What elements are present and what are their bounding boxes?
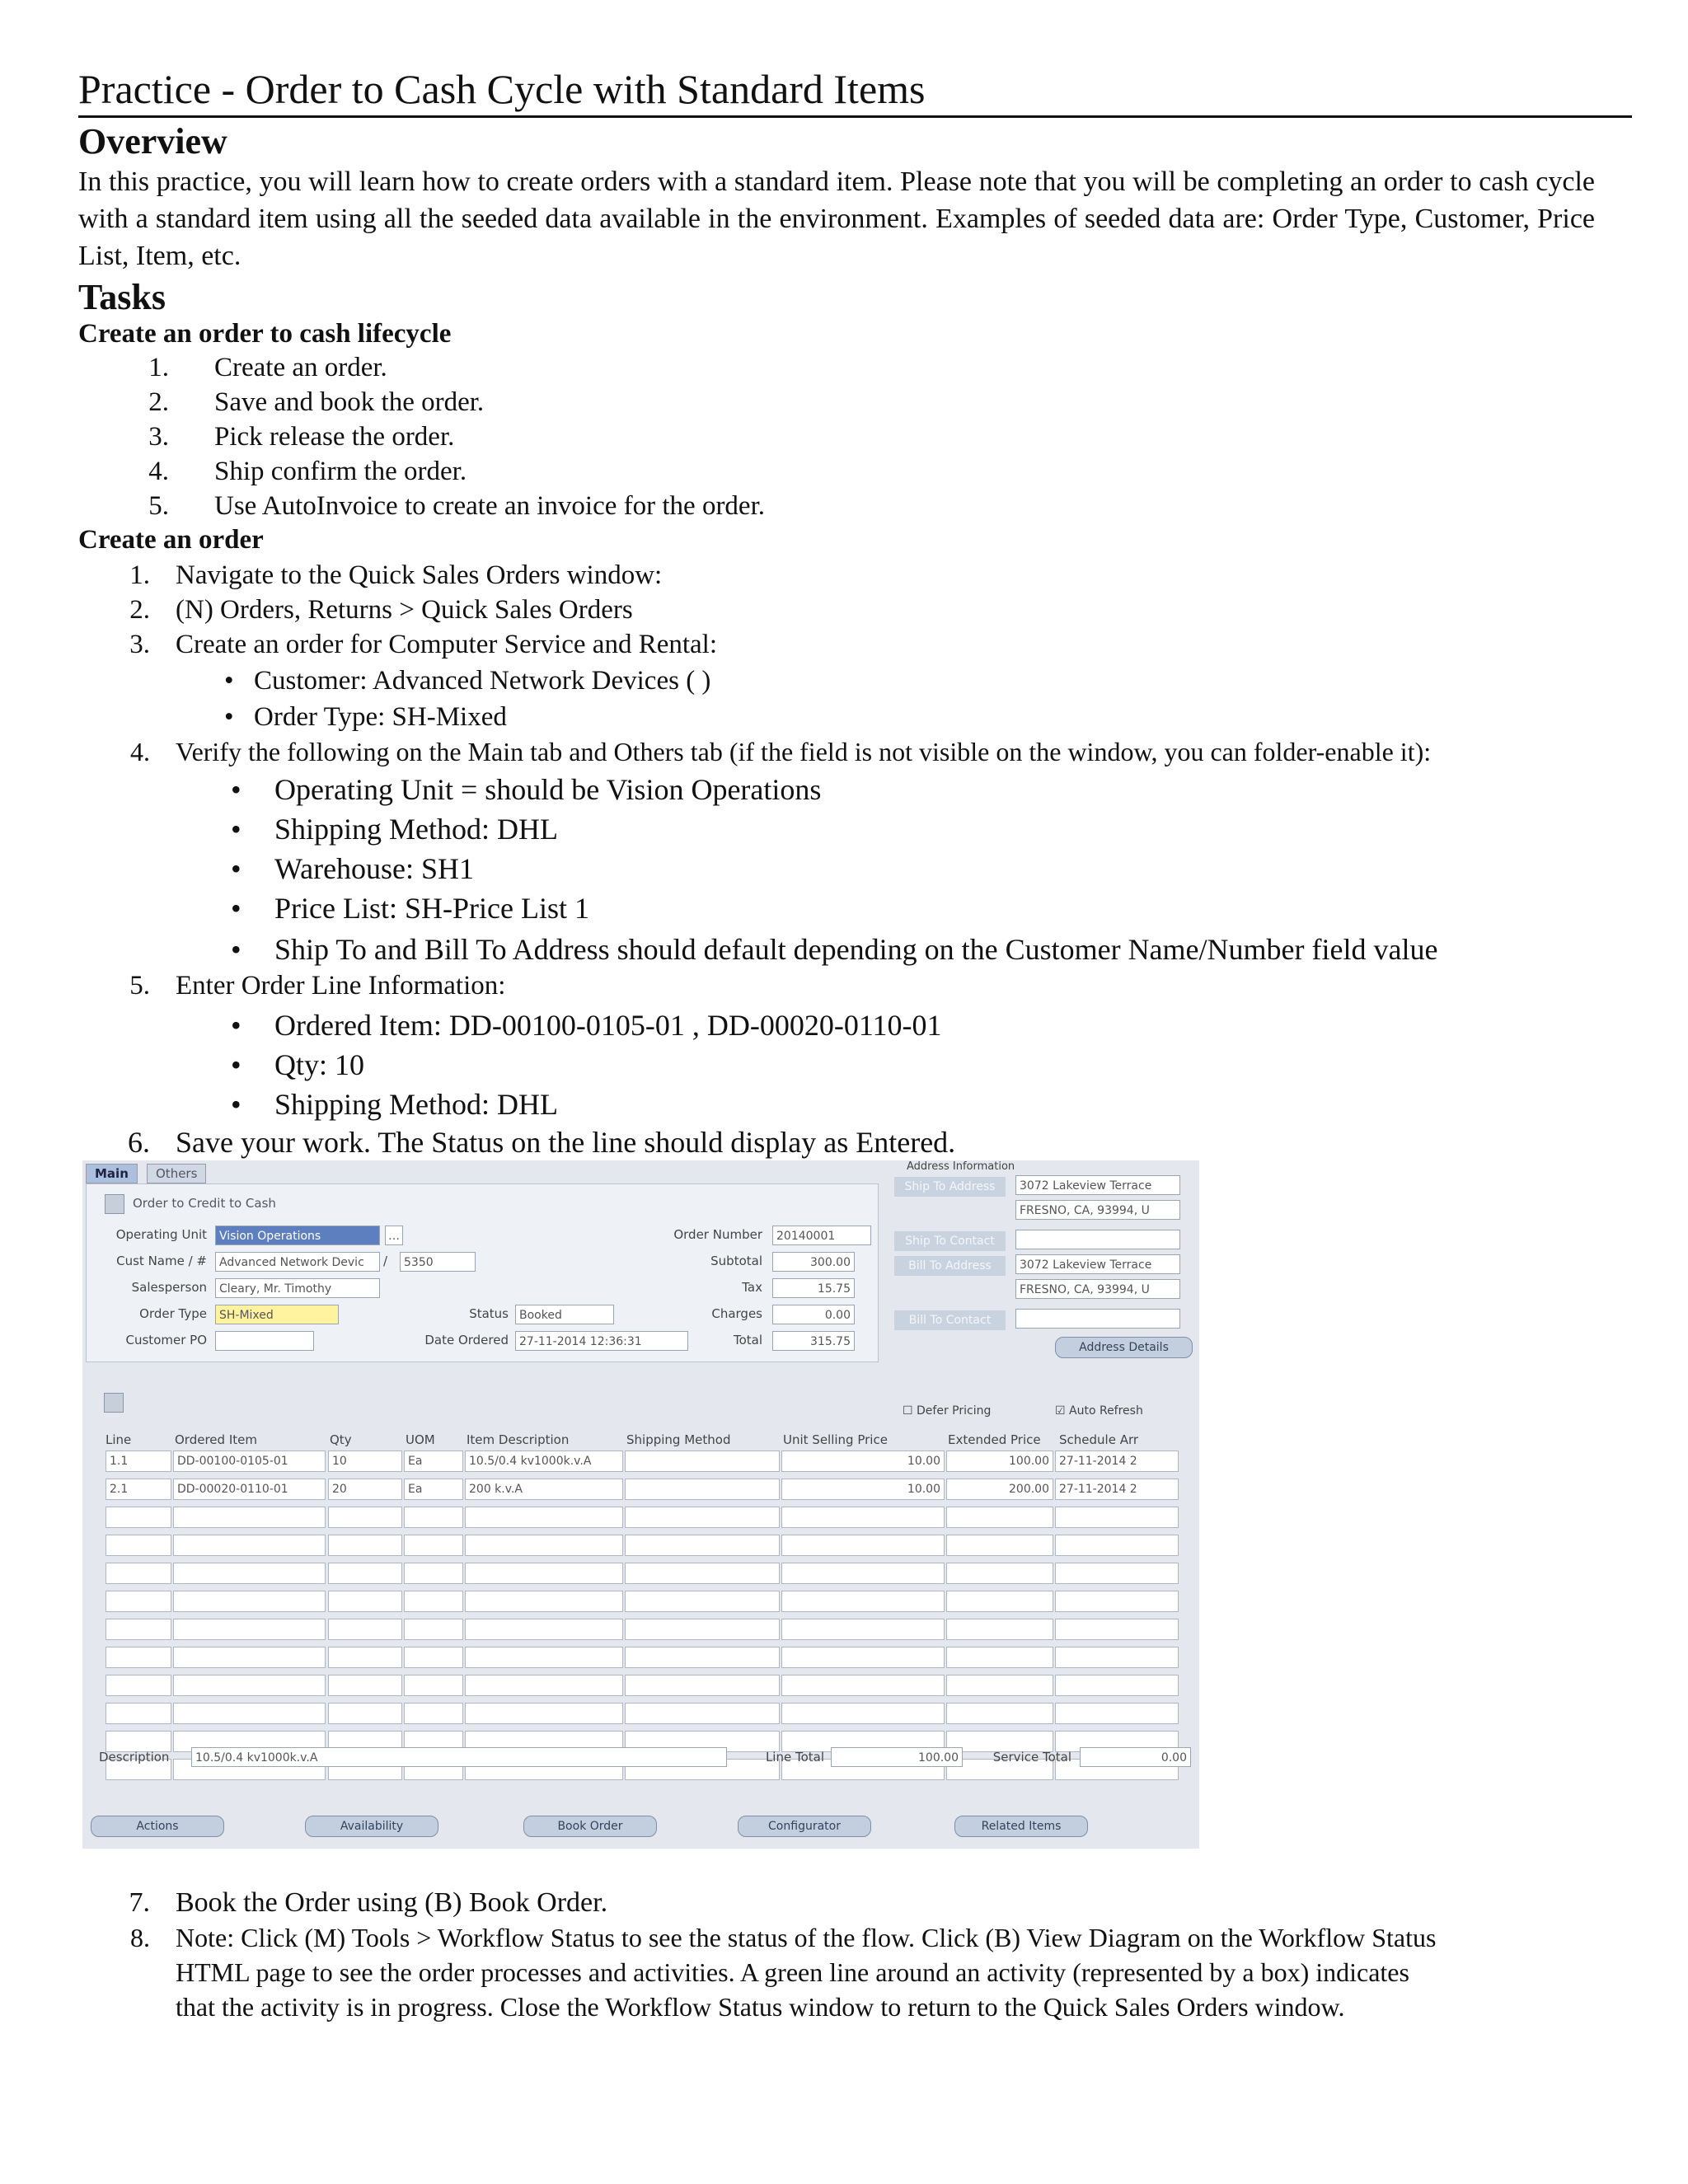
cell-unit-selling-price[interactable] — [781, 1619, 945, 1640]
charges-field: 0.00 — [772, 1305, 855, 1324]
col-qty: Qty — [330, 1432, 352, 1447]
cust-number-field[interactable]: 5350 — [400, 1252, 476, 1272]
cell-item-description[interactable]: 10.5/0.4 kv1000k.v.A — [465, 1451, 623, 1472]
cell-line[interactable] — [106, 1591, 171, 1612]
cell-unit-selling-price[interactable] — [781, 1563, 945, 1584]
cell-shipping-method[interactable] — [625, 1703, 780, 1724]
salesperson-field[interactable]: Cleary, Mr. Timothy — [215, 1278, 380, 1298]
cell-uom[interactable] — [404, 1675, 463, 1696]
cell-extended-price[interactable] — [946, 1703, 1053, 1724]
cell-ordered-item[interactable]: DD-00100-0105-01 — [173, 1451, 326, 1472]
cell-line[interactable] — [106, 1675, 171, 1696]
address-info-label: Address Information — [907, 1160, 1015, 1173]
col-ordered-item: Ordered Item — [175, 1432, 257, 1447]
bullet-icon: • — [231, 892, 241, 925]
cell-item-description[interactable] — [465, 1591, 623, 1612]
address-details-button[interactable]: Address Details — [1055, 1337, 1193, 1358]
cell-shipping-method[interactable] — [625, 1619, 780, 1640]
cell-line[interactable]: 1.1 — [106, 1451, 171, 1472]
actions-button[interactable]: Actions — [91, 1816, 224, 1837]
description-field[interactable]: 10.5/0.4 kv1000k.v.A — [191, 1747, 727, 1767]
cell-uom[interactable] — [404, 1619, 463, 1640]
tab-others[interactable]: Others — [147, 1164, 206, 1183]
bullet-icon: • — [224, 702, 234, 732]
cell-schedule-arrival[interactable] — [1055, 1535, 1179, 1556]
cell-shipping-method[interactable] — [625, 1451, 780, 1472]
subtotal-label: Subtotal — [710, 1254, 762, 1268]
overview-paragraph: In this practice, you will learn how to create orders with a standard item. Please note that you will be completing an order to cash cycle with a standard item using all the seeded data available in the environment. Examples of seeded data are: Order Type, Customer, Price List, Item, etc. — [78, 166, 1595, 271]
cell-qty[interactable] — [328, 1591, 402, 1612]
cell-ordered-item[interactable] — [173, 1563, 326, 1584]
cell-uom[interactable]: Ea — [404, 1451, 463, 1472]
bullet-icon: • — [231, 1009, 241, 1042]
cell-unit-selling-price[interactable] — [781, 1535, 945, 1556]
cell-item-description[interactable] — [465, 1535, 623, 1556]
bullet-icon: • — [231, 1088, 241, 1121]
cell-schedule-arrival[interactable] — [1055, 1703, 1179, 1724]
cell-extended-price[interactable] — [946, 1647, 1053, 1668]
folder-icon[interactable] — [104, 1393, 124, 1413]
cell-unit-selling-price[interactable] — [781, 1507, 945, 1528]
subtotal-field: 300.00 — [772, 1252, 855, 1272]
col-item-description: Item Description — [467, 1432, 570, 1447]
ship-to-contact-button[interactable]: Ship To Contact — [894, 1231, 1006, 1251]
cell-line[interactable] — [106, 1535, 171, 1556]
lifecycle-heading: Create an order to cash lifecycle — [78, 319, 452, 349]
cell-schedule-arrival[interactable] — [1055, 1647, 1179, 1668]
cell-shipping-method[interactable] — [625, 1479, 780, 1500]
ship-to-address-button[interactable]: Ship To Address — [894, 1177, 1006, 1197]
cell-line[interactable] — [106, 1703, 171, 1724]
cell-extended-price[interactable] — [946, 1563, 1053, 1584]
cust-name-label: Cust Name / # — [116, 1254, 207, 1268]
cell-schedule-arrival[interactable] — [1055, 1619, 1179, 1640]
line-total-label: Line Total — [765, 1750, 824, 1765]
page-title: Practice - Order to Cash Cycle with Standard Items — [78, 64, 1632, 118]
cell-schedule-arrival[interactable] — [1055, 1675, 1179, 1696]
customer-po-label: Customer PO — [125, 1333, 207, 1347]
ship-to-address-line1: 3072 Lakeview Terrace — [1015, 1175, 1180, 1195]
date-ordered-field[interactable]: 27-11-2014 12:36:31 — [515, 1331, 688, 1351]
cell-shipping-method[interactable] — [625, 1675, 780, 1696]
col-unit-selling-price: Unit Selling Price — [783, 1432, 888, 1447]
cell-ordered-item[interactable] — [173, 1591, 326, 1612]
cell-uom[interactable] — [404, 1647, 463, 1668]
cell-qty[interactable] — [328, 1675, 402, 1696]
related-items-button[interactable]: Related Items — [954, 1816, 1088, 1837]
cell-qty[interactable] — [328, 1703, 402, 1724]
cell-uom[interactable] — [404, 1703, 463, 1724]
cell-ordered-item[interactable] — [173, 1507, 326, 1528]
cell-shipping-method[interactable] — [625, 1535, 780, 1556]
cell-unit-selling-price[interactable] — [781, 1703, 945, 1724]
cell-extended-price[interactable] — [946, 1619, 1053, 1640]
total-field: 315.75 — [772, 1331, 855, 1351]
cell-schedule-arrival[interactable]: 27-11-2014 2 — [1055, 1451, 1179, 1472]
cell-qty[interactable] — [328, 1563, 402, 1584]
cell-shipping-method[interactable] — [625, 1563, 780, 1584]
col-schedule-arrival: Schedule Arr — [1059, 1432, 1139, 1447]
cell-extended-price[interactable]: 200.00 — [946, 1479, 1053, 1500]
service-total-label: Service Total — [992, 1750, 1071, 1765]
operating-unit-label: Operating Unit — [115, 1227, 207, 1242]
cell-shipping-method[interactable] — [625, 1647, 780, 1668]
bill-to-contact-field[interactable] — [1015, 1309, 1180, 1329]
cell-extended-price[interactable] — [946, 1591, 1053, 1612]
order-number-field: 20140001 — [772, 1226, 871, 1245]
availability-button[interactable]: Availability — [305, 1816, 438, 1837]
order-icon — [105, 1194, 124, 1214]
bullet-icon: • — [231, 933, 241, 966]
cell-extended-price[interactable] — [946, 1507, 1053, 1528]
status-field: Booked — [515, 1305, 614, 1324]
cell-ordered-item[interactable] — [173, 1675, 326, 1696]
ship-to-contact-field[interactable] — [1015, 1230, 1180, 1249]
cell-qty[interactable] — [328, 1619, 402, 1640]
col-shipping-method: Shipping Method — [626, 1432, 731, 1447]
customer-po-field[interactable] — [215, 1331, 314, 1351]
cell-unit-selling-price[interactable]: 10.00 — [781, 1479, 945, 1500]
cell-uom[interactable] — [404, 1535, 463, 1556]
cell-extended-price[interactable]: 100.00 — [946, 1451, 1053, 1472]
cell-item-description[interactable]: 200 k.v.A — [465, 1479, 623, 1500]
lov-button[interactable]: … — [385, 1226, 403, 1245]
cell-qty[interactable] — [328, 1507, 402, 1528]
cell-qty[interactable]: 10 — [328, 1451, 402, 1472]
cell-schedule-arrival[interactable]: 27-11-2014 2 — [1055, 1479, 1179, 1500]
service-total-field: 0.00 — [1080, 1747, 1191, 1767]
bullet-icon: • — [231, 773, 241, 806]
bill-to-address-line1: 3072 Lakeview Terrace — [1015, 1254, 1180, 1274]
cell-qty[interactable] — [328, 1647, 402, 1668]
cell-uom[interactable] — [404, 1563, 463, 1584]
total-label: Total — [733, 1333, 762, 1347]
bullet-icon: • — [231, 813, 241, 846]
cell-shipping-method[interactable] — [625, 1507, 780, 1528]
cust-name-field[interactable]: Advanced Network Devic — [215, 1252, 380, 1272]
cell-qty[interactable]: 20 — [328, 1479, 402, 1500]
cell-uom[interactable] — [404, 1591, 463, 1612]
order-type-field[interactable]: SH-Mixed — [215, 1305, 339, 1324]
status-label: Status — [469, 1306, 509, 1321]
cell-item-description[interactable] — [465, 1619, 623, 1640]
cell-ordered-item[interactable] — [173, 1703, 326, 1724]
charges-label: Charges — [711, 1306, 762, 1321]
bill-to-address-line2: FRESNO, CA, 93994, U — [1015, 1279, 1180, 1299]
tax-label: Tax — [742, 1280, 762, 1295]
tab-main[interactable]: Main — [86, 1164, 138, 1183]
cell-ordered-item[interactable] — [173, 1619, 326, 1640]
cell-item-description[interactable] — [465, 1675, 623, 1696]
header-title: Order to Credit to Cash — [133, 1196, 276, 1211]
cell-unit-selling-price[interactable] — [781, 1675, 945, 1696]
cell-item-description[interactable] — [465, 1563, 623, 1584]
bullet-icon: • — [224, 666, 234, 696]
col-uom: UOM — [406, 1432, 435, 1447]
tax-field: 15.75 — [772, 1278, 855, 1298]
create-order-heading: Create an order — [78, 525, 264, 555]
cell-ordered-item[interactable] — [173, 1535, 326, 1556]
order-type-label: Order Type — [139, 1306, 207, 1321]
cell-extended-price[interactable] — [946, 1535, 1053, 1556]
cell-line[interactable] — [106, 1507, 171, 1528]
order-header-panel — [86, 1183, 879, 1362]
line-total-field: 100.00 — [831, 1747, 963, 1767]
operating-unit-field[interactable]: Vision Operations — [215, 1226, 380, 1245]
cell-line[interactable] — [106, 1647, 171, 1668]
cell-line[interactable] — [106, 1563, 171, 1584]
cell-ordered-item[interactable] — [173, 1647, 326, 1668]
cell-unit-selling-price[interactable] — [781, 1647, 945, 1668]
cell-uom[interactable]: Ea — [404, 1479, 463, 1500]
cell-unit-selling-price[interactable] — [781, 1591, 945, 1612]
col-extended-price: Extended Price — [948, 1432, 1041, 1447]
salesperson-label: Salesperson — [131, 1280, 207, 1295]
bullet-icon: • — [231, 1048, 241, 1081]
cell-item-description[interactable] — [465, 1507, 623, 1528]
cell-schedule-arrival[interactable] — [1055, 1507, 1179, 1528]
col-line: Line — [106, 1432, 132, 1447]
tasks-heading: Tasks — [78, 277, 166, 317]
document-page: Practice - Order to Cash Cycle with Standard Items Overview In this practice, you will learn how to create orders with a standard item. Please note that you will be completing an order to cash cycle with a standard item using all the seeded data available in the environment. Examples of seeded data are: Order Type, Customer, Price List, Item, etc. Tasks Create an order to cash lifecycle 1. Create an order. 2. Save and book the order. 3. Pick release the order. 4. Ship confirm the order. 5. Use AutoInvoice to create an invoice for the order. Create an order 1. Navigate to the Quick Sales Orders window: 2. (N) Orders, Returns > Quick Sales Orders 3. Create an order for Computer Service and Rental: • Customer: Advanced Network Devices ( ) • Order Type: SH-Mixed 4. Verify the following on the Main tab and Others tab (if the field is not visible on the window, you can folder-enable it): • Operating Unit = should be Vision Operations • Shipping Method: DHL • Warehouse: SH1 • Price List: SH-Price List 1 • Ship To and Bill To Address should default depending on the Customer Name/Number field value 5. Enter Order Line Information: • Ordered Item: DD-00100-0105-01 , DD-00020-0110-01 • Qty: 10 • Shipping Method: DHL 6. Save your work. The Status on the line should display as Entered. Main Others Order to Credit to Cash Operating Unit Vision Operations … Cust Name / # Advanced Network Devic / 5350 Salesperson Cleary, Mr. Timothy Order Type SH-Mixed Status Booked Customer PO Date Ordered 27-11-2014 12:36:31 Order Number 20140001 Subtotal 300.00 Tax 15.75 Charges 0.00 Total 315.75 Address Information Ship To Address 3072 Lakeview Terrace FRESNO, CA, 93994, U Ship To Contact Bill To Address 3072 Lakeview Terrace FRESNO, CA, 93994, U Bill To Contact Address Details ☐ Defer Pricing ☑ Auto Refresh Line Ordered Item Qty UOM Item Description Shipping Method Unit Selling Price Extended Price Schedule Arr 1.1 DD-00100-0105-01 10 Ea 10.5/0.4 kv1000k.v.A 10.00 100.00 27-11-2014 2 2.1 DD-00020-0110-01 20 Ea 200 k.v.A 10.00 200.00 27-11-2014 2 Description 10.5/0.4 kv1000k.v.A Line Total 100.00 Service Total 0.00 Actions Availability Book Order Configurator Related Items 7. Book the Order using (B) Book Order. 8. Note: Click (M) Tools > Workflow Status to see the status of the flow. Click (B) View Diagram on the Workflow Status HTML page to see the order processes and activities. A green line around an activity (represented by a box) indicates that the activity is in progress. Close the Workflow Status window to return to the Quick Sales Orders window. — [0, 0, 1688, 2184]
bill-to-contact-button[interactable]: Bill To Contact — [894, 1310, 1006, 1330]
cell-unit-selling-price[interactable]: 10.00 — [781, 1451, 945, 1472]
quick-sales-orders-screenshot — [82, 1160, 1199, 1849]
description-label: Description — [99, 1750, 170, 1765]
cell-ordered-item[interactable]: DD-00020-0110-01 — [173, 1479, 326, 1500]
configurator-button[interactable]: Configurator — [738, 1816, 871, 1837]
overview-heading: Overview — [78, 121, 227, 162]
cell-qty[interactable] — [328, 1535, 402, 1556]
cell-line[interactable]: 2.1 — [106, 1479, 171, 1500]
order-number-label: Order Number — [673, 1227, 762, 1242]
bullet-icon: • — [231, 852, 241, 885]
cell-schedule-arrival[interactable] — [1055, 1591, 1179, 1612]
cell-schedule-arrival[interactable] — [1055, 1563, 1179, 1584]
cell-uom[interactable] — [404, 1507, 463, 1528]
cell-shipping-method[interactable] — [625, 1591, 780, 1612]
cell-item-description[interactable] — [465, 1703, 623, 1724]
bill-to-address-button[interactable]: Bill To Address — [894, 1256, 1006, 1276]
cell-line[interactable] — [106, 1619, 171, 1640]
defer-pricing-checkbox[interactable]: ☐ Defer Pricing — [903, 1404, 992, 1418]
cell-extended-price[interactable] — [946, 1675, 1053, 1696]
auto-refresh-checkbox[interactable]: ☑ Auto Refresh — [1055, 1404, 1143, 1418]
cell-item-description[interactable] — [465, 1647, 623, 1668]
book-order-button[interactable]: Book Order — [523, 1816, 657, 1837]
slash-separator: / — [383, 1254, 388, 1268]
ship-to-address-line2: FRESNO, CA, 93994, U — [1015, 1200, 1180, 1220]
date-ordered-label: Date Ordered — [424, 1333, 509, 1347]
